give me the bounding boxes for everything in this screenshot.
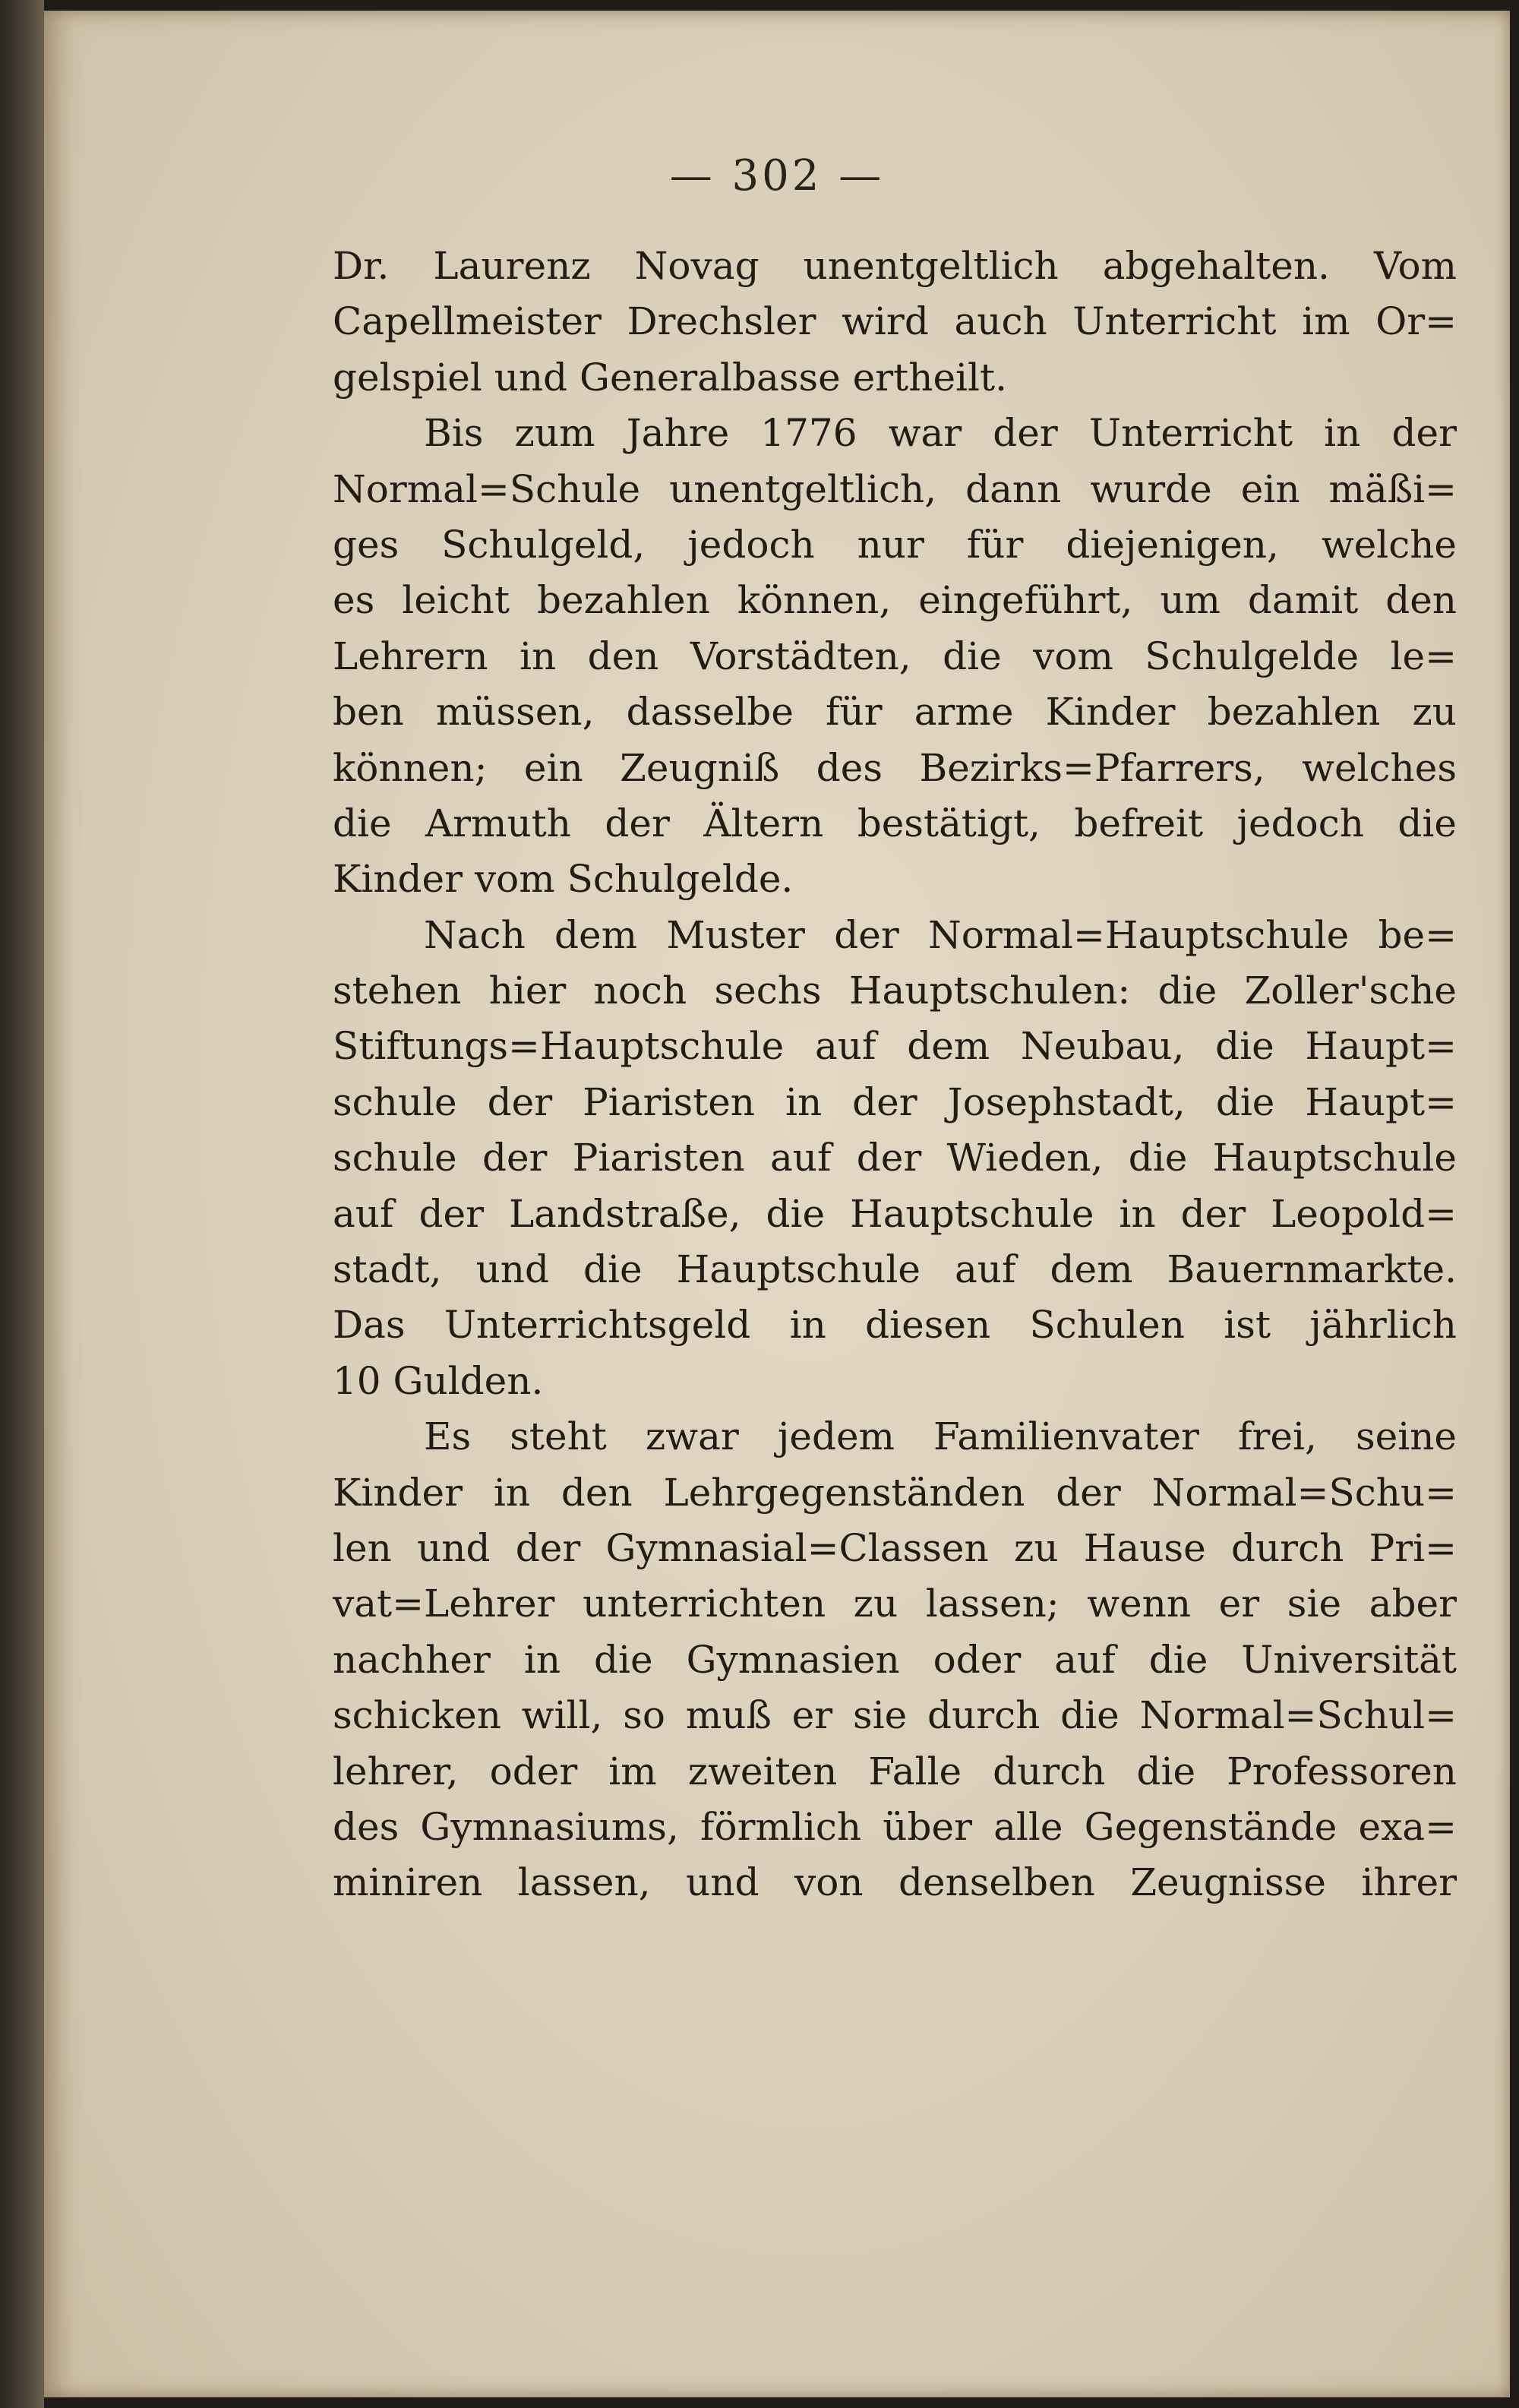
text-line: Stiftungs=Hauptschule auf dem Neubau, die Haupt= <box>333 1024 1457 1069</box>
text-line: schule der Piaristen auf der Wieden, die Hauptschule <box>333 1136 1457 1180</box>
text-line: Das Unterrichtsgeld in diesen Schulen ist jährlich <box>333 1303 1457 1348</box>
text-line: Lehrern in den Vorstädten, die vom Schulgelde le= <box>333 634 1457 678</box>
text-line: lehrer, oder im zweiten Falle durch die Professoren <box>333 1749 1457 1793</box>
text-line: Capellmeister Drechsler wird auch Unterricht im Or= <box>333 299 1457 344</box>
text-line: Normal=Schule unentgeltlich, dann wurde ein mäßi= <box>333 466 1457 511</box>
page-sheet <box>44 11 1510 2397</box>
text-line: Kinder vom Schulgelde. <box>333 857 794 902</box>
text-line: ges Schulgeld, jedoch nur für diejenigen, welche <box>333 522 1457 567</box>
text-line: es leicht bezahlen können, eingeführt, um damit den <box>333 578 1457 623</box>
text-line: stadt, und die Hauptschule auf dem Bauernmarkte. <box>333 1247 1457 1292</box>
paragraph <box>333 239 1457 406</box>
text-line: schule der Piaristen in der Josephstadt, die Haupt= <box>333 1079 1457 1124</box>
text-line: ben müssen, dasselbe für arme Kinder bezahlen zu <box>333 690 1457 735</box>
paragraph <box>333 908 1457 1410</box>
text-line: Bis zum Jahre 1776 war der Unterricht in der <box>424 411 1457 456</box>
text-line: auf der Landstraße, die Hauptschule in der Leopold= <box>333 1191 1457 1236</box>
page-number: — 302 — <box>669 151 885 201</box>
text-line: miniren lassen, und von denselben Zeugnisse ihrer <box>333 1860 1457 1905</box>
text-line: Nach dem Muster der Normal=Hauptschule be= <box>424 912 1457 957</box>
text-line: des Gymnasiums, förmlich über alle Gegenstände exa= <box>333 1804 1457 1849</box>
text-line: 10 Gulden. <box>333 1358 544 1403</box>
text-line: nachher in die Gymnasien oder auf die Universität <box>333 1637 1457 1682</box>
text-line: gelspiel und Generalbasse ertheilt. <box>333 355 1008 400</box>
text-line: Dr. Laurenz Novag unentgeltlich abgehalten. Vom <box>333 244 1457 288</box>
body-text <box>333 239 1457 1911</box>
paragraph <box>333 1409 1457 1911</box>
book-spine-edge <box>0 0 44 2408</box>
text-line: schicken will, so muß er sie durch die Normal=Schul= <box>333 1693 1457 1738</box>
text-line: die Armuth der Ältern bestätigt, befreit jedoch die <box>333 801 1457 845</box>
text-line: können; ein Zeugniß des Bezirks=Pfarrers, welches <box>333 745 1457 790</box>
text-line: Es steht zwar jedem Familienvater frei, seine <box>424 1414 1457 1459</box>
text-line: stehen hier noch sechs Hauptschulen: die Zoller'sche <box>333 969 1457 1013</box>
paragraph <box>333 406 1457 908</box>
text-line: Kinder in den Lehrgegenständen der Normal=Schu= <box>333 1470 1457 1515</box>
text-line: len und der Gymnasial=Classen zu Hause durch Pri= <box>333 1525 1457 1570</box>
text-line: vat=Lehrer unterrichten zu lassen; wenn er sie aber <box>333 1582 1457 1626</box>
